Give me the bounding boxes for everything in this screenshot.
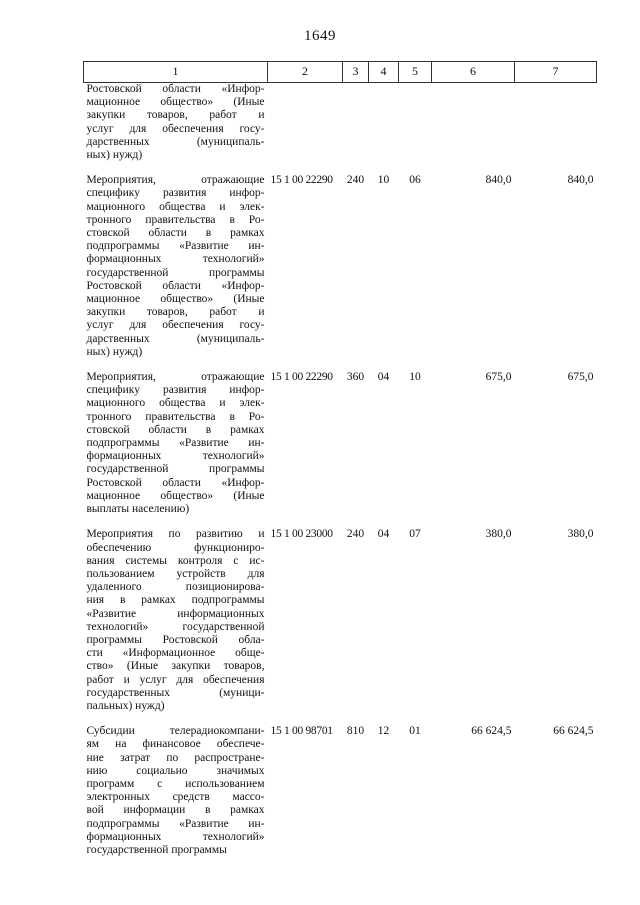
description-cell — [84, 83, 268, 175]
description-line: ям на финансовое обеспече- — [86, 738, 265, 751]
amount-2021-cell: 66 624,5 — [553, 725, 594, 738]
description-text — [87, 725, 265, 869]
description-line: формационных технологий» — [86, 830, 265, 843]
subsection-cell — [399, 83, 432, 175]
description-line: обеспечению функциониро- — [86, 541, 265, 554]
description-line: программ с использованием — [86, 777, 265, 790]
description-text — [87, 174, 265, 371]
description-line: дарственных (муниципаль- — [86, 135, 265, 148]
description-line: Мероприятия, отражающие — [86, 371, 265, 384]
description-line: технологий» государственной — [86, 620, 265, 633]
header-col-4: 4 — [369, 62, 399, 83]
description-line: государственной программы — [86, 266, 265, 279]
description-line: подпрограммы «Развитие ин- — [86, 817, 265, 830]
expense-type-cell — [343, 83, 369, 175]
description-line: закупки товаров, работ и — [86, 306, 265, 319]
amount-2020-cell: 66 624,5 — [471, 725, 512, 738]
description-line: государственных (муници- — [86, 686, 265, 699]
table-row — [84, 725, 597, 869]
description-line: нию социально значимых — [86, 764, 265, 777]
description-line: Мероприятия, отражающие — [86, 174, 265, 187]
header-col-7: 7 — [515, 62, 597, 83]
description-line: мационное общество» (Иные — [86, 96, 265, 109]
page-number: 1649 — [304, 28, 336, 44]
description-line: тронного правительства в Ро- — [86, 410, 265, 423]
amount-2020-cell: 675,0 — [485, 371, 512, 384]
description-line: пользованием устройств для — [86, 567, 265, 580]
header-col-3: 3 — [343, 62, 369, 83]
amount-2021-cell: 675,0 — [567, 371, 594, 384]
target-code-cell: 15 1 00 98701 — [270, 725, 333, 738]
description-line: Мероприятия по развитию и — [86, 528, 265, 541]
description-line: мационное общество» (Иные — [86, 489, 265, 502]
description-line: программы Ростовской обла- — [86, 633, 265, 646]
description-line: подпрограммы «Развитие ин- — [86, 240, 265, 253]
description-cell — [84, 725, 268, 869]
description-line: ство» (Иные закупки товаров, — [86, 660, 265, 673]
description-line: Ростовской области «Инфор- — [86, 279, 265, 292]
description-line: услуг для обеспечения госу- — [86, 122, 265, 135]
table-body — [84, 83, 597, 870]
section-cell: 04 — [377, 371, 390, 384]
description-line: работ и услуг для обеспечения — [86, 673, 265, 686]
description-line: тронного правительства в Ро- — [86, 213, 265, 226]
budget-table — [83, 61, 597, 869]
description-line: вания системы контроля с ис- — [86, 554, 265, 567]
description-line: электронных средств массо- — [86, 791, 265, 804]
description-cell — [84, 528, 268, 725]
target-code-cell: 15 1 00 22290 — [270, 371, 333, 384]
description-line: услуг для обеспечения госу- — [86, 319, 265, 332]
description-line: стовской области в рамках — [86, 227, 265, 240]
amount-2021-cell — [515, 83, 597, 175]
description-line: мационное общество» (Иные — [86, 293, 265, 306]
description-line: дарственных (муниципаль- — [86, 332, 265, 345]
table-row — [84, 371, 597, 528]
description-line: формационных технологий» — [86, 253, 265, 266]
description-line: ных) нужд) — [86, 345, 143, 358]
amount-2021-cell: 380,0 — [567, 528, 594, 541]
description-line: специфику развития инфор- — [86, 384, 265, 397]
section-cell: 10 — [377, 174, 390, 187]
target-code-cell: 15 1 00 23000 — [270, 528, 333, 541]
description-line: «Развитие информационных — [86, 607, 265, 620]
description-line: формационных технологий» — [86, 450, 265, 463]
description-line: мационного общества и элек- — [86, 200, 265, 213]
table-row — [84, 174, 597, 371]
header-col-6: 6 — [432, 62, 515, 83]
description-cell — [84, 371, 268, 528]
description-line: мационного общества и элек- — [86, 397, 265, 410]
amount-2020-cell: 840,0 — [485, 174, 512, 187]
header-col-5: 5 — [399, 62, 432, 83]
subsection-cell: 01 — [409, 725, 421, 738]
description-line: специфику развития инфор- — [86, 187, 265, 200]
subsection-cell: 06 — [409, 174, 421, 187]
description-line: Ростовской области «Инфор- — [86, 83, 265, 95]
header-row — [84, 62, 597, 83]
amount-2021-cell: 840,0 — [567, 174, 594, 187]
amount-2020-cell — [432, 83, 515, 175]
subsection-cell: 10 — [409, 371, 421, 384]
table-row — [84, 83, 597, 175]
description-line: государственной программы — [86, 463, 265, 476]
description-line: ния в рамках подпрограммы — [86, 594, 265, 607]
description-cell — [84, 174, 268, 371]
description-line: сти «Информационное обще- — [86, 647, 265, 660]
subsection-cell: 07 — [409, 528, 421, 541]
expense-type-cell: 810 — [346, 725, 365, 738]
target-code-cell: 15 1 00 22290 — [270, 174, 333, 187]
description-line: ных) нужд) — [86, 149, 143, 162]
description-line: подпрограммы «Развитие ин- — [86, 437, 265, 450]
section-cell: 04 — [377, 528, 390, 541]
description-line: пальных) нужд) — [86, 699, 165, 712]
header-col-2: 2 — [268, 62, 343, 83]
expense-type-cell: 240 — [346, 174, 365, 187]
expense-type-cell: 240 — [346, 528, 365, 541]
description-line: стовской области в рамках — [86, 423, 265, 436]
description-line: вой информации в рамках — [86, 804, 265, 817]
description-text — [87, 83, 265, 174]
header-col-1: 1 — [84, 62, 268, 83]
description-line: государственной программы — [86, 843, 227, 856]
target-code-cell — [268, 83, 343, 175]
description-text — [87, 371, 265, 528]
table-row — [84, 528, 597, 725]
description-line: ние затрат по распростране- — [86, 751, 265, 764]
description-text — [87, 528, 265, 725]
description-line: Ростовской области «Инфор- — [86, 476, 265, 489]
amount-2020-cell: 380,0 — [485, 528, 512, 541]
section-cell — [369, 83, 399, 175]
description-line: удаленного позиционирова- — [86, 581, 265, 594]
description-line: закупки товаров, работ и — [86, 109, 265, 122]
expense-type-cell: 360 — [346, 371, 365, 384]
section-cell: 12 — [377, 725, 390, 738]
description-line: выплаты населению) — [86, 503, 190, 516]
description-line: Субсидии телерадиокомпани- — [86, 725, 265, 738]
